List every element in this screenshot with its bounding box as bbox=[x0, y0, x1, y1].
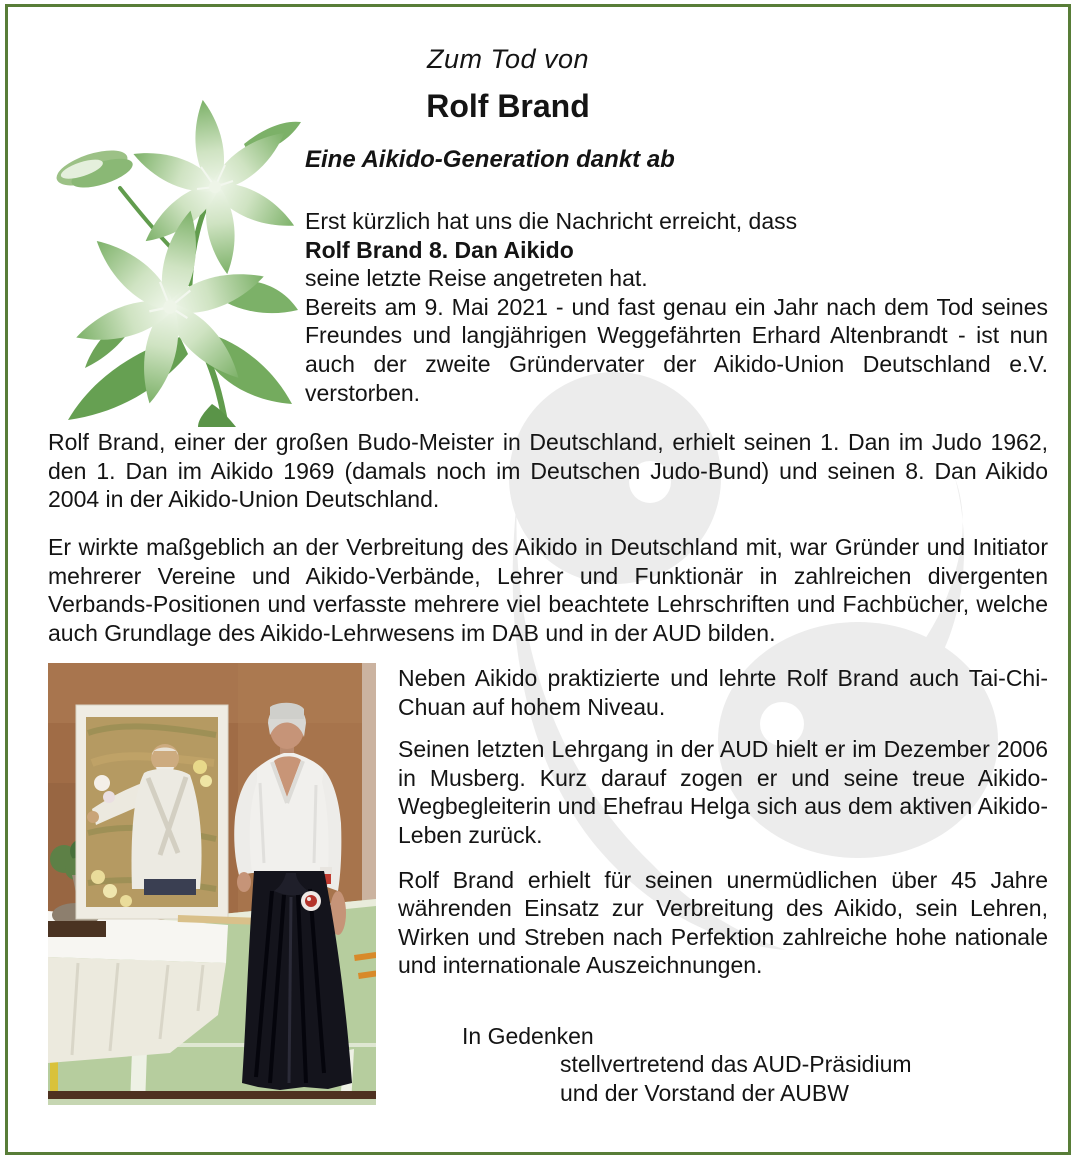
body-block-2 bbox=[48, 533, 1048, 647]
body-block-1 bbox=[48, 428, 1048, 514]
intro-line-1: Erst kürzlich hat uns die Nachricht erreicht, dass bbox=[305, 208, 798, 234]
side-block bbox=[398, 664, 1048, 980]
memorial-line-1: In Gedenken bbox=[462, 1023, 594, 1049]
memorial-line-2: stellvertretend das AUD-Präsidium bbox=[560, 1051, 912, 1077]
subtitle: Eine Aikido-Generation dankt ab bbox=[305, 146, 675, 173]
intro-line-2: Rolf Brand 8. Dan Aikido bbox=[305, 236, 574, 263]
body-paragraph-1: Rolf Brand, einer der großen Budo-Meister in Deutschland, erhielt seinen 1. Dan im Judo 1962, den 1. Dan im Aikido 1969 (damals noch im Deutschen Judo-Bund) und seinen 8. Dan Aikido 2004 in der Aikido-Union Deutschland. bbox=[48, 429, 1048, 513]
intro-paragraph: Bereits am 9. Mai 2021 - und fast genau ein Jahr nach dem Tod seines Freundes und langjährigen Weggefährten Erhard Altenbrandt - ist nun auch der zweite Gründervater der Aikido-Union Deutschland e.V. verstorben. bbox=[305, 293, 1048, 406]
intro-block bbox=[305, 207, 1048, 407]
body-paragraph-2: Er wirkte maßgeblich an der Verbreitung des Aikido in Deutschland mit, war Gründer und Initiator mehrerer Vereine und Aikido-Verbände, Lehrer und Funktionär in zahlreichen divergenten Verbands-Positionen und verfasste mehrere viel beachtete Lehrschriften und Fachbücher, welche auch Grundlage des Aikido-Lehrwesens im DAB und in der AUD bilden. bbox=[48, 534, 1048, 646]
memorial-line-3: und der Vorstand der AUBW bbox=[560, 1079, 849, 1106]
pretitle: Zum Tod von bbox=[426, 44, 590, 74]
photo-painting bbox=[76, 705, 228, 919]
memorial-photo bbox=[48, 663, 376, 1105]
page-title: Rolf Brand bbox=[426, 88, 590, 124]
memorial-signature bbox=[560, 1050, 912, 1107]
intro-line-3: seine letzte Reise angetreten hat. bbox=[305, 265, 648, 292]
lily-artwork bbox=[30, 82, 302, 427]
photo-skirting bbox=[48, 1091, 376, 1099]
side-paragraph-1: Neben Aikido praktizierte und lehrte Rolf Brand auch Tai-Chi-Chuan auf hohem Niveau. bbox=[398, 665, 1048, 720]
side-paragraph-3: Rolf Brand erhielt für seinen unermüdlichen über 45 Jahre währenden Einsatz zur Verbreitung des Aikido, sein Lehren, Wirken und Streben nach Perfektion zahlreiche hohe nationale und internationale Auszeichnungen. bbox=[398, 866, 1048, 979]
side-paragraph-2: Seinen letzten Lehrgang in der AUD hielt er im Dezember 2006 in Musberg. Kurz darauf zogen er und seine treue Aikido-Wegbegleiterin und Ehefrau Helga sich aus dem aktiven Aikido-Leben zurück. bbox=[398, 736, 1048, 848]
